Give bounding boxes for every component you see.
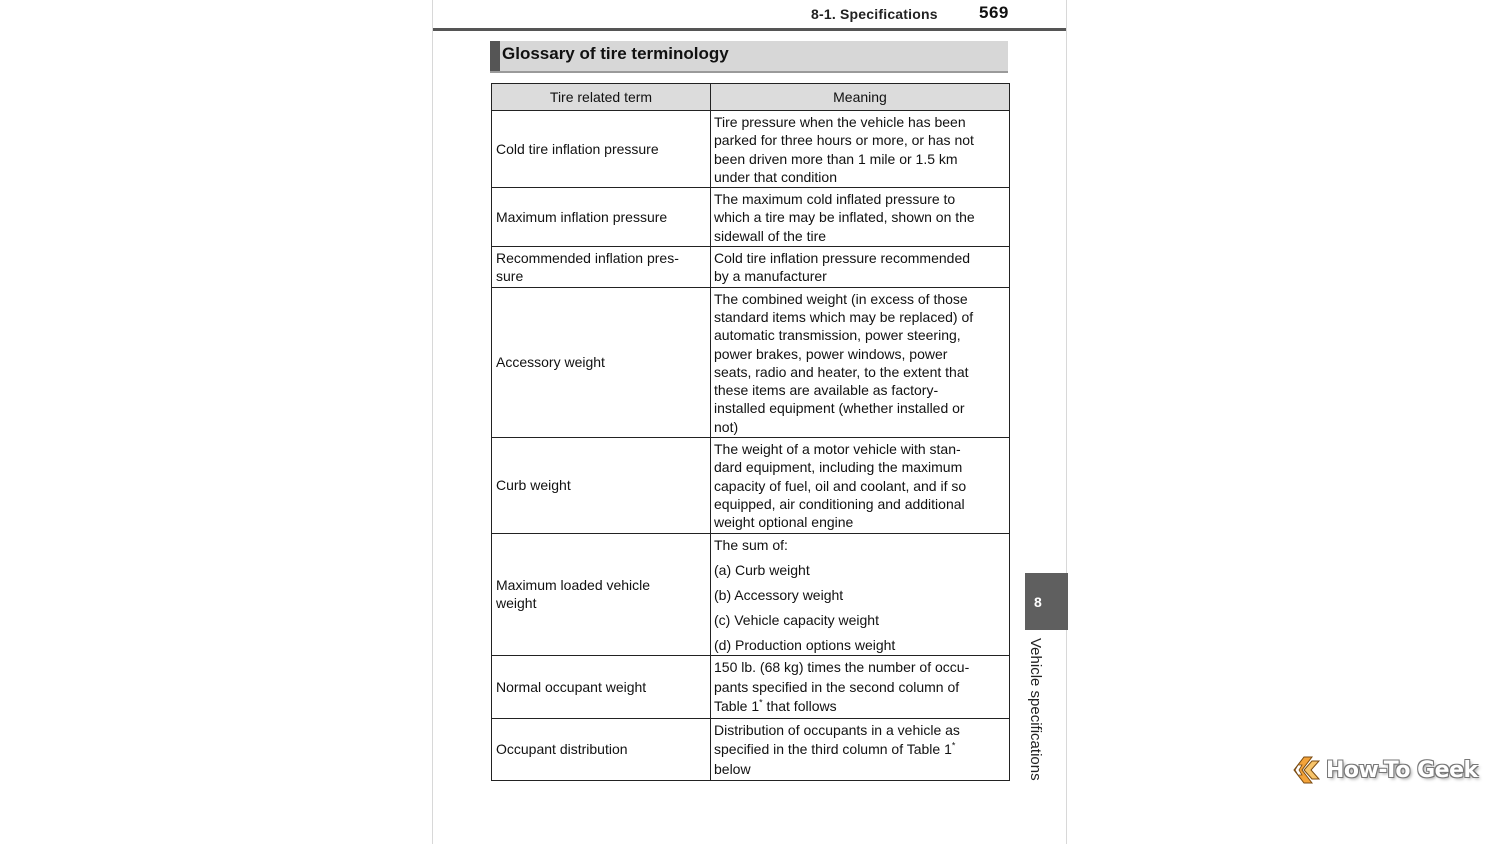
meaning-cell bbox=[711, 287, 1010, 437]
meaning-line: been driven more than 1 mile or 1.5 km bbox=[714, 150, 958, 167]
term-text: Accessory weight bbox=[496, 354, 605, 371]
term-cell bbox=[492, 718, 711, 781]
meaning-line: by a manufacturer bbox=[714, 268, 827, 285]
table-row bbox=[492, 656, 1010, 719]
meaning-cell bbox=[711, 188, 1010, 247]
term-cell bbox=[492, 247, 711, 288]
meaning-line: The sum of: bbox=[714, 536, 788, 553]
meaning-text: specified in the third column of Table 1 bbox=[714, 741, 952, 758]
meaning-line: dard equipment, including the maximum bbox=[714, 459, 963, 476]
term-text: Curb weight bbox=[496, 477, 571, 494]
meaning-line: standard items which may be replaced) of bbox=[714, 308, 974, 325]
page-number: 569 bbox=[979, 3, 1009, 22]
meaning-line: which a tire may be inflated, shown on the bbox=[714, 209, 975, 226]
term-cell bbox=[492, 438, 711, 533]
meaning-line: Cold tire inflation pressure recommended bbox=[714, 250, 971, 267]
column-header-term: Tire related term bbox=[492, 84, 711, 111]
section-label: 8-1. Specifications bbox=[811, 6, 938, 22]
term-text: Maximum inflation pressure bbox=[496, 208, 668, 225]
meaning-cell bbox=[711, 247, 1010, 288]
meaning-line bbox=[714, 698, 837, 714]
meaning-cell bbox=[711, 438, 1010, 533]
meaning-line: installed equipment (whether installed or bbox=[714, 400, 965, 417]
meaning-line: sidewall of the tire bbox=[714, 227, 827, 244]
term-cell bbox=[492, 656, 711, 719]
meaning-cell bbox=[711, 111, 1010, 188]
column-header-meaning: Meaning bbox=[711, 84, 1010, 111]
term-cell bbox=[492, 111, 711, 188]
section-title: Glossary of tire terminology bbox=[502, 44, 729, 63]
footnote-marker: * bbox=[759, 697, 763, 708]
meaning-line: parked for three hours or more, or has not bbox=[714, 132, 974, 149]
term-text: Normal occupant weight bbox=[496, 678, 647, 695]
meaning-list-item: (b) Accessory weight bbox=[714, 586, 844, 603]
meaning-list-item: (a) Curb weight bbox=[714, 561, 810, 578]
table-header-row bbox=[492, 84, 1010, 111]
table-row bbox=[492, 438, 1010, 533]
meaning-list-item: (c) Vehicle capacity weight bbox=[714, 611, 879, 628]
term-cell bbox=[492, 188, 711, 247]
meaning-line: equipped, air conditioning and additional bbox=[714, 495, 965, 512]
meaning-line: weight optional engine bbox=[714, 514, 854, 531]
table-row bbox=[492, 287, 1010, 437]
meaning-text: Table 1 bbox=[714, 698, 760, 715]
term-cell bbox=[492, 533, 711, 656]
chapter-title: Vehicle specifications bbox=[1027, 638, 1044, 781]
term-text: Maximum loaded vehicle bbox=[496, 577, 651, 594]
how-to-geek-logo-icon bbox=[1290, 755, 1322, 785]
meaning-text: that follows bbox=[762, 698, 837, 715]
watermark-text: How-To Geek bbox=[1326, 757, 1478, 783]
term-text: Cold tire inflation pressure bbox=[496, 140, 659, 157]
term-text: sure bbox=[496, 267, 524, 284]
meaning-line: power brakes, power windows, power bbox=[714, 345, 948, 362]
manual-page bbox=[432, 0, 1067, 844]
meaning-line: Distribution of occupants in a vehicle as bbox=[714, 721, 960, 738]
table-row bbox=[492, 111, 1010, 188]
term-text: Recommended inflation pres- bbox=[496, 249, 679, 266]
meaning-line: The weight of a motor vehicle with stan- bbox=[714, 441, 961, 458]
table-row bbox=[492, 247, 1010, 288]
header-rule bbox=[433, 28, 1066, 31]
footnote-marker: * bbox=[951, 740, 956, 751]
glossary-table bbox=[491, 83, 1010, 781]
meaning-cell bbox=[711, 718, 1010, 781]
meaning-line: these items are available as factory- bbox=[714, 382, 939, 399]
title-accent bbox=[490, 41, 500, 71]
meaning-line: pants specified in the second column of bbox=[714, 678, 960, 695]
table-row bbox=[492, 718, 1010, 781]
meaning-line: 150 lb. (68 kg) times the number of occu- bbox=[714, 659, 970, 676]
chapter-tab bbox=[1025, 573, 1068, 630]
meaning-line: not) bbox=[714, 418, 739, 435]
table-row bbox=[492, 188, 1010, 247]
table-row bbox=[492, 533, 1010, 656]
meaning-list-item: (d) Production options weight bbox=[714, 636, 896, 653]
section-title-bar bbox=[490, 41, 1008, 73]
meaning-cell bbox=[711, 656, 1010, 719]
meaning-cell bbox=[711, 533, 1010, 656]
meaning-line: capacity of fuel, oil and coolant, and if so bbox=[714, 477, 967, 494]
meaning-line: automatic transmission, power steering, bbox=[714, 327, 961, 344]
term-text: Occupant distribution bbox=[496, 741, 628, 758]
term-cell bbox=[492, 287, 711, 437]
meaning-line: under that condition bbox=[714, 168, 837, 185]
watermark bbox=[1290, 754, 1478, 786]
meaning-line: Tire pressure when the vehicle has been bbox=[714, 114, 966, 130]
term-text: weight bbox=[496, 595, 537, 612]
meaning-line: below bbox=[714, 760, 751, 777]
meaning-line bbox=[714, 741, 955, 757]
meaning-line: The combined weight (in excess of those bbox=[714, 290, 968, 307]
meaning-line: seats, radio and heater, to the extent that bbox=[714, 363, 969, 380]
chapter-number: 8 bbox=[1034, 594, 1042, 610]
meaning-line: The maximum cold inflated pressure to bbox=[714, 191, 956, 208]
